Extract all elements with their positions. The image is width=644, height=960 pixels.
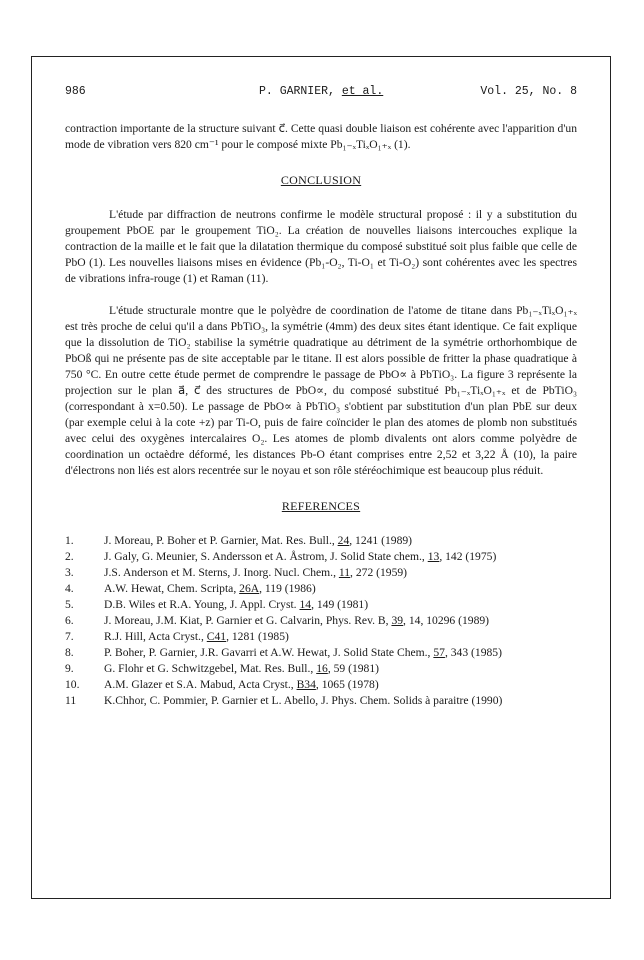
reference-pages-year: , 1241 (1989): [349, 534, 413, 547]
running-header: [65, 85, 577, 101]
reference-volume: 14: [299, 598, 312, 611]
references-heading: REFERENCES: [281, 499, 361, 513]
reference-volume: 13: [427, 550, 440, 563]
reference-volume: B34: [296, 678, 316, 691]
reference-pages-year: , 142 (1975): [439, 550, 497, 563]
reference-item: [65, 693, 577, 709]
reference-citation: J. Galy, G. Meunier, S. Andersson et A. Åstrom, J. Solid State chem.,: [104, 550, 428, 563]
reference-pages-year: , 1065 (1978): [315, 678, 379, 691]
reference-number: 10.: [65, 678, 80, 691]
reference-pages-year: , 343 (1985): [444, 646, 502, 659]
reference-number: 7.: [65, 630, 74, 643]
reference-pages-year: , 119 (1986): [259, 582, 316, 595]
reference-pages-year: , 1281 (1985): [226, 630, 289, 643]
reference-number: 9.: [65, 662, 74, 675]
reference-citation: D.B. Wiles et R.A. Young, J. Appl. Cryst.: [104, 598, 300, 611]
reference-list: [65, 533, 577, 709]
reference-item: [65, 645, 577, 661]
reference-item: [65, 533, 577, 549]
reference-citation: K.Chhor, C. Pommier, P. Garnier et L. Abello, J. Phys. Chem. Solids à paraitre (1990): [104, 694, 503, 707]
reference-number: 11: [65, 694, 77, 707]
reference-number: 6.: [65, 614, 74, 627]
reference-volume: 16: [316, 662, 328, 675]
reference-citation: G. Flohr et G. Schwitzgebel, Mat. Res. Bull.,: [104, 662, 317, 675]
running-authors: [259, 85, 383, 98]
reference-item: [65, 581, 577, 597]
reference-citation: A.W. Hewat, Chem. Scripta,: [104, 582, 240, 595]
et-al-text: et al.: [341, 85, 384, 98]
reference-citation: J. Moreau, P. Boher et P. Garnier, Mat. Res. Bull.,: [104, 534, 338, 547]
reference-citation: P. Boher, P. Garnier, J.R. Gavarri et A.W. Hewat, J. Solid State Chem.,: [104, 646, 434, 659]
reference-item: [65, 565, 577, 581]
reference-number: 4.: [65, 582, 74, 595]
reference-item: [65, 613, 577, 629]
reference-citation: J. Moreau, J.M. Kiat, P. Garnier et G. Calvarin, Phys. Rev. B,: [104, 614, 392, 627]
reference-citation: J.S. Anderson et M. Sterns, J. Inorg. Nucl. Chem.,: [104, 566, 339, 579]
reference-pages-year: , 149 (1981): [311, 598, 369, 611]
reference-item: [65, 677, 577, 693]
reference-item: [65, 549, 577, 565]
reference-number: 2.: [65, 550, 74, 563]
reference-citation: R.J. Hill, Acta Cryst.,: [104, 630, 207, 643]
reference-volume: 39: [391, 614, 404, 627]
reference-volume: 26A: [239, 582, 260, 595]
reference-volume: 57: [433, 646, 445, 659]
conclusion-paragraph-2: L'étude structurale montre que le polyèdre de coordination de l'atome de titane dans Pb₁₋ₓTiₓO₁₊ₓ est très proche de celui qu'il a dans PbTiO₃, la symétrie (4mm) des deux sites étant identique. Ce fait explique que la dissolution de TiO₂ stabilise la symétrie quadratique au détriment de la symétrie orthorhombique de PbOß qui ne présente pas de site acceptable par le titane. Il est alors possible de fritter la phase quadratique à 750 °C. En outre cette étude permet de comprendre le passage de PbO∝ à PbTiO₃. La figure 3 représente la projection sur le plan a⃗, c⃗ des structures de PbO∝, du composé substitué Pb₁₋ₓTiₓO₁₊ₓ et de PbTiO₃ (correspondant à x=0.50). Le passage de PbO∝ à PbTiO₃ s'obtient par substitution d'un plan PbE sur deux (par exemple celui à la cote +z) par Ti-O, puis de faire coïncider le plan des atomes de plomb non substitués avec celui des oxygènes intercalaires O₂. Les atomes de plomb divalents ont alors comme polyèdre de coordination un octaèdre déformé, les distances Pb-O étant comprises entre 2,52 et 3,22 Å (10), la paire d'électrons non liés est alors recentrée sur le noyau et son rôle stéréochimique est beaucoup plus réduit.: [65, 304, 577, 477]
volume-issue: Vol. 25, No. 8: [480, 85, 577, 98]
conclusion-paragraph-1: L'étude par diffraction de neutrons confirme le modèle structural proposé : il y a substitution du groupement PbOE par le groupement TiO₂. La création de nouvelles liaisons intercouches explique la contraction de la maille et le fait que la dilatation thermique du composé substitué soit plus faible que celle de PbO (1). Les nouvelles liaisons mises en évidence (Pb₁-O₂, Ti-O₁ et Ti-O₂) sont cohérentes avec les spectres de vibrations infra-rouge (1) et Raman (11).: [65, 208, 577, 285]
reference-volume: C41: [206, 630, 227, 643]
reference-volume: 24: [337, 534, 350, 547]
authors-text: P. GARNIER,: [259, 85, 342, 98]
reference-item: [65, 629, 577, 645]
reference-number: 1.: [65, 534, 74, 547]
reference-number: 8.: [65, 646, 74, 659]
reference-item: [65, 661, 577, 677]
page-number: 986: [65, 85, 86, 98]
reference-pages-year: , 272 (1959): [350, 566, 408, 579]
intro-paragraph: contraction importante de la structure suivant c⃗. Cette quasi double liaison est cohérente avec l'apparition d'un mode de vibration vers 820 cm⁻¹ pour le composé mixte Pb₁₋ₓTiₓO₁₊ₓ (1).: [65, 122, 577, 151]
reference-volume: 11: [338, 566, 351, 579]
reference-citation: A.M. Glazer et S.A. Mabud, Acta Cryst.,: [104, 678, 297, 691]
reference-item: [65, 597, 577, 613]
article-body: [65, 121, 577, 709]
reference-number: 5.: [65, 598, 74, 611]
reference-pages-year: , 59 (1981): [327, 662, 380, 675]
conclusion-heading: CONCLUSION: [280, 173, 362, 187]
reference-pages-year: , 14, 10296 (1989): [403, 614, 490, 627]
reference-number: 3.: [65, 566, 74, 579]
